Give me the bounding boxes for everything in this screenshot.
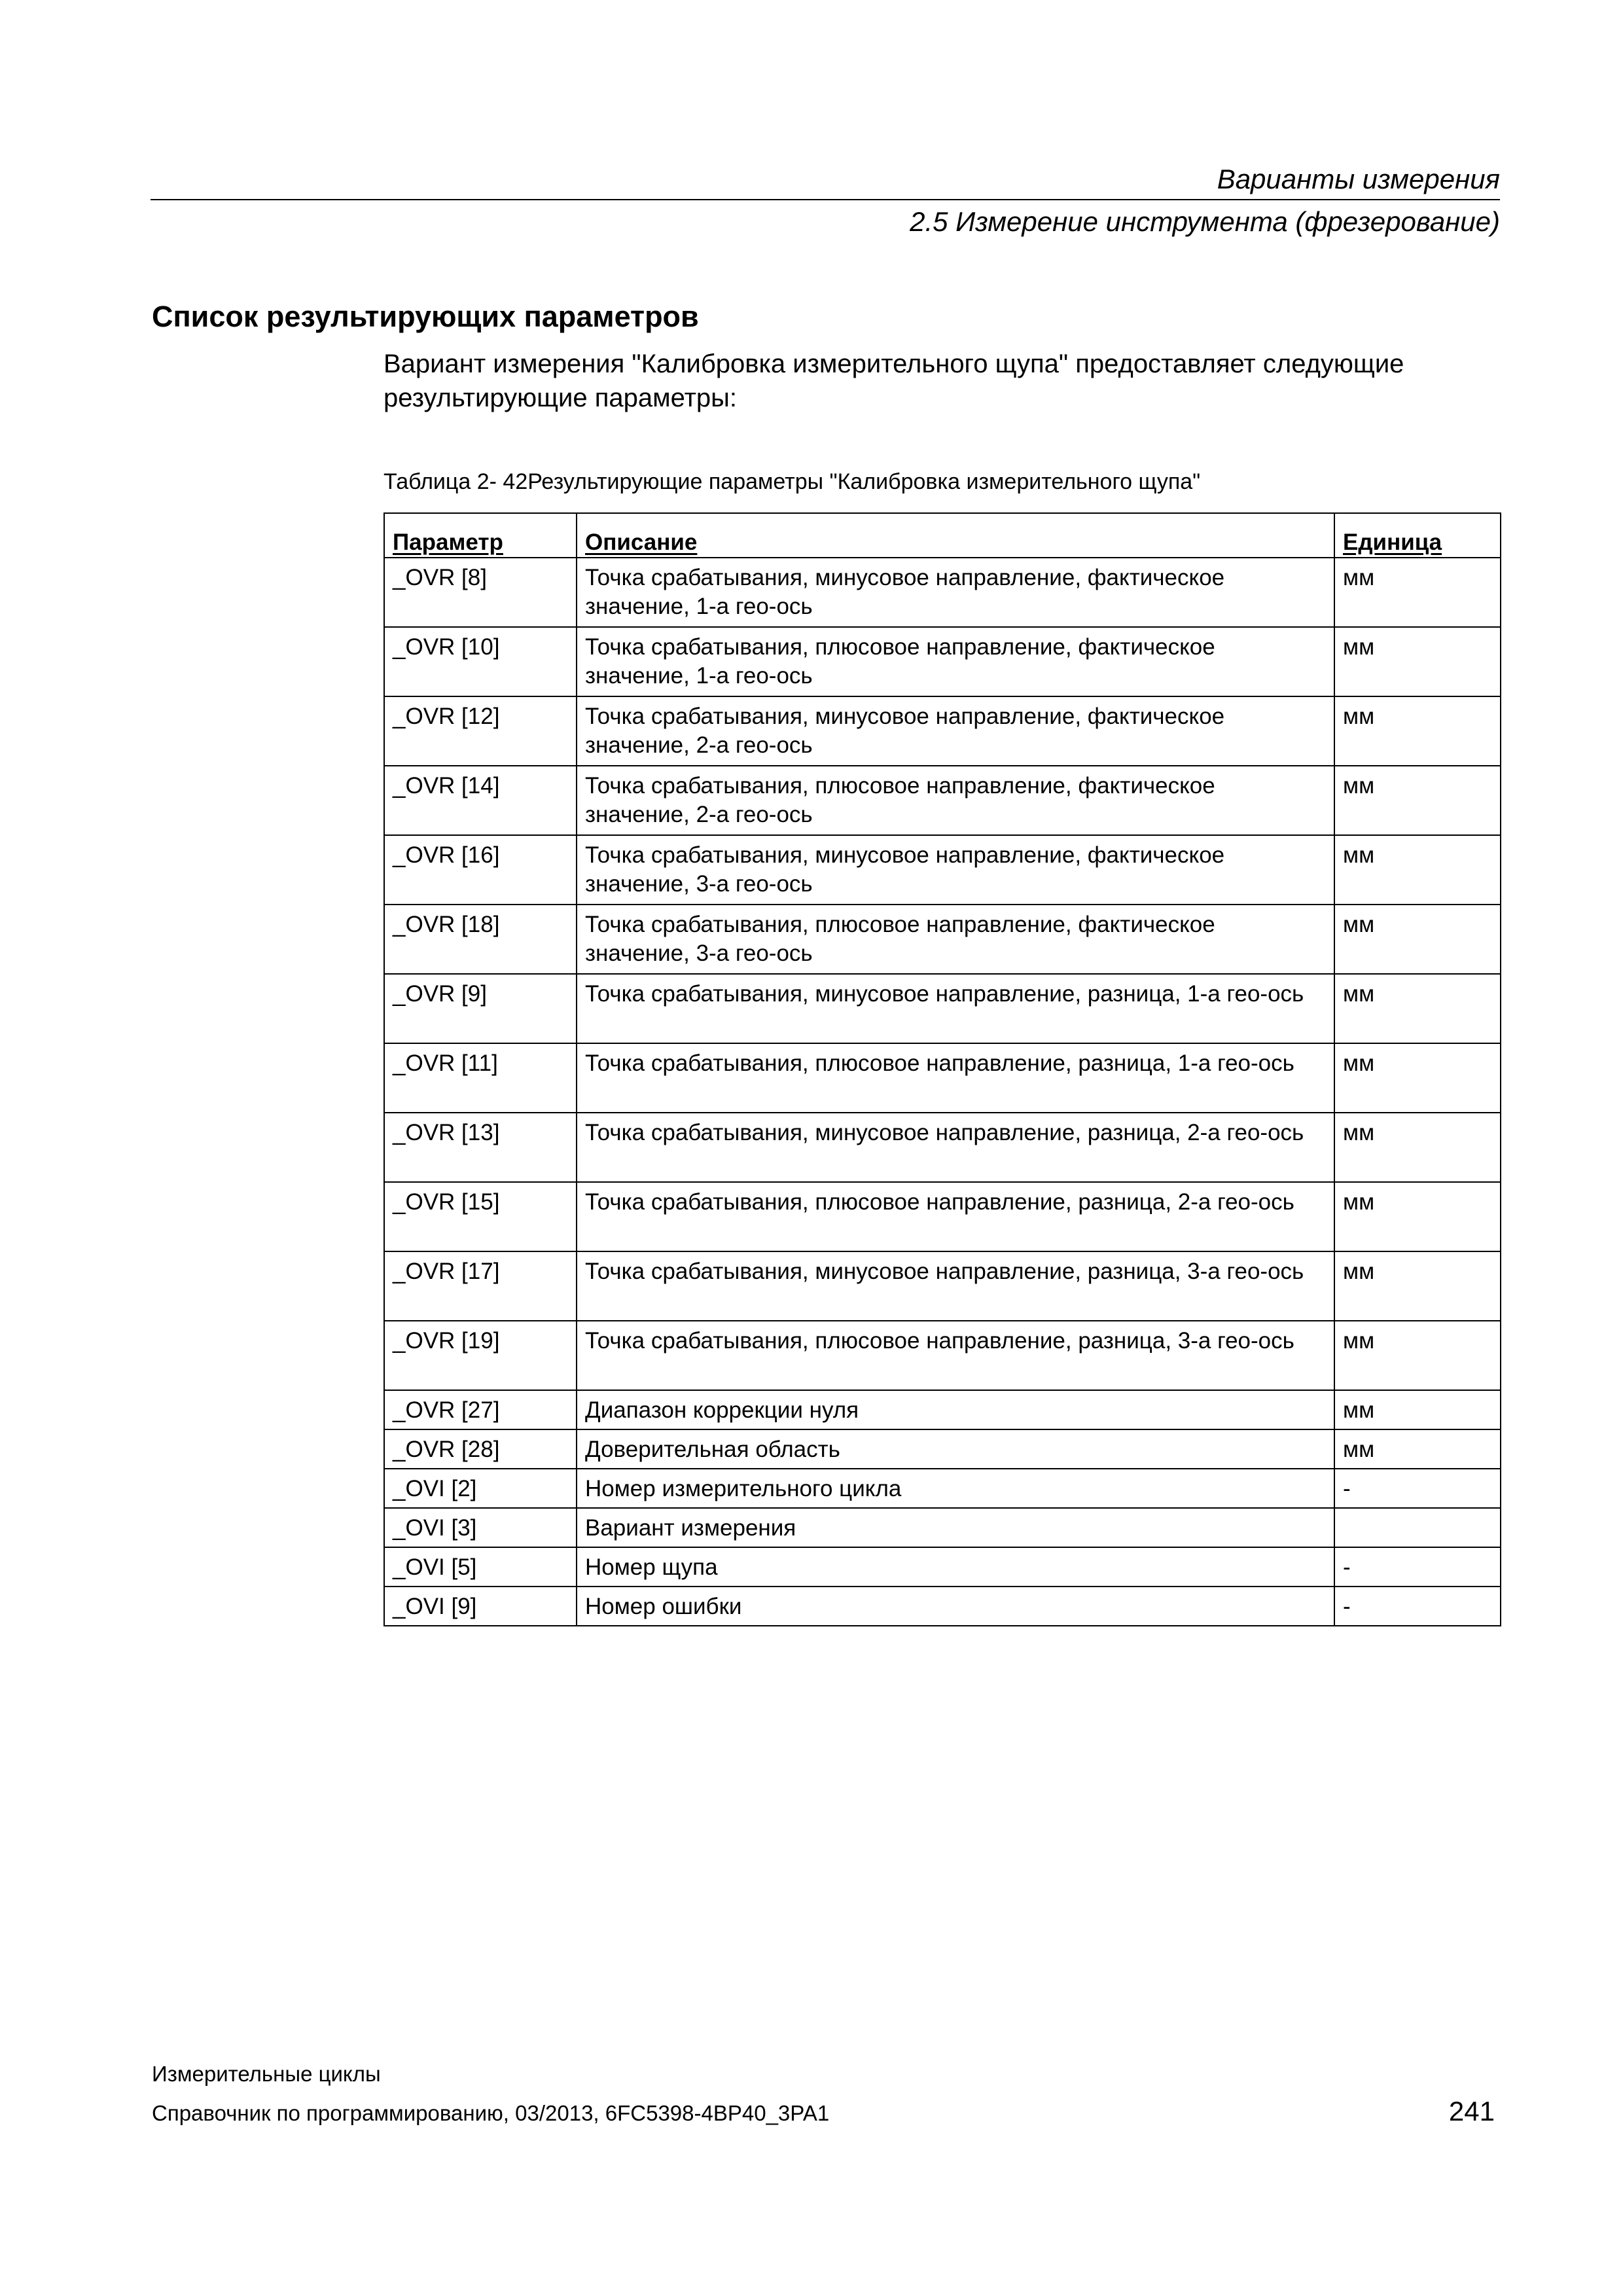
table-row [384, 905, 1501, 974]
table-row [384, 1113, 1501, 1182]
cell-parameter: _OVR [27] [384, 1390, 577, 1429]
table-row [384, 1547, 1501, 1587]
cell-unit: мм [1334, 1321, 1501, 1390]
table-row [384, 627, 1501, 696]
cell-parameter: _OVR [28] [384, 1429, 577, 1469]
table-row [384, 1429, 1501, 1469]
page-number: 241 [1448, 2096, 1495, 2126]
cell-description: Диапазон коррекции нуля [577, 1390, 1334, 1429]
cell-unit: - [1334, 1587, 1501, 1626]
result-parameters-table [383, 512, 1501, 1626]
intro-paragraph: Вариант измерения "Калибровка измерительного щупа" предоставляет следующие результирующие параметры: [383, 350, 1404, 412]
cell-parameter: _OVR [15] [384, 1182, 577, 1251]
cell-description: Точка срабатывания, минусовое направление, разница, 1-а гео-ось [577, 974, 1334, 1043]
cell-unit: мм [1334, 974, 1501, 1043]
column-header-description-label: Описание [585, 529, 698, 555]
cell-description: Точка срабатывания, минусовое направление, фактическое значение, 1-а гео-ось [577, 558, 1334, 627]
cell-unit: - [1334, 1469, 1501, 1508]
cell-parameter: _OVR [17] [384, 1251, 577, 1321]
cell-description: Вариант измерения [577, 1508, 1334, 1547]
cell-unit: мм [1334, 766, 1501, 835]
cell-unit: мм [1334, 1390, 1501, 1429]
cell-description: Точка срабатывания, плюсовое направление, фактическое значение, 3-а гео-ось [577, 905, 1334, 974]
cell-parameter: _OVI [9] [384, 1587, 577, 1626]
cell-description: Доверительная область [577, 1429, 1334, 1469]
cell-parameter: _OVR [11] [384, 1043, 577, 1113]
table-caption: Таблица 2- 42Результирующие параметры "Калибровка измерительного щупа" [383, 469, 1201, 494]
cell-parameter: _OVR [9] [384, 974, 577, 1043]
cell-unit: мм [1334, 696, 1501, 766]
cell-description: Точка срабатывания, плюсовое направление, разница, 1-а гео-ось [577, 1043, 1334, 1113]
table-row [384, 1390, 1501, 1429]
column-header-parameter-label: Параметр [393, 529, 503, 555]
cell-parameter: _OVR [19] [384, 1321, 577, 1390]
table-row [384, 974, 1501, 1043]
cell-parameter: _OVI [5] [384, 1547, 577, 1587]
cell-parameter: _OVR [8] [384, 558, 577, 627]
cell-description: Точка срабатывания, плюсовое направление, разница, 2-а гео-ось [577, 1182, 1334, 1251]
table-row [384, 696, 1501, 766]
cell-description: Точка срабатывания, плюсовое направление, фактическое значение, 2-а гео-ось [577, 766, 1334, 835]
cell-description: Точка срабатывания, минусовое направление, разница, 3-а гео-ось [577, 1251, 1334, 1321]
cell-parameter: _OVR [13] [384, 1113, 577, 1182]
cell-parameter: _OVR [18] [384, 905, 577, 974]
cell-description: Точка срабатывания, минусовое направление, фактическое значение, 2-а гео-ось [577, 696, 1334, 766]
column-header-parameter [384, 513, 577, 558]
table-row [384, 1508, 1501, 1547]
cell-unit [1334, 1508, 1501, 1547]
cell-description: Точка срабатывания, плюсовое направление, фактическое значение, 1-а гео-ось [577, 627, 1334, 696]
cell-description: Точка срабатывания, минусовое направление, фактическое значение, 3-а гео-ось [577, 835, 1334, 905]
section-heading: Список результирующих параметров [152, 300, 699, 333]
column-header-unit-label: Единица [1343, 529, 1442, 555]
cell-unit: мм [1334, 1113, 1501, 1182]
cell-unit: мм [1334, 1429, 1501, 1469]
table-row [384, 835, 1501, 905]
table-row [384, 1043, 1501, 1113]
running-header-subtitle: 2.5 Измерение инструмента (фрезерование) [910, 206, 1500, 237]
table-row [384, 1251, 1501, 1321]
cell-unit: мм [1334, 835, 1501, 905]
header-divider [151, 199, 1500, 200]
cell-parameter: _OVR [16] [384, 835, 577, 905]
cell-description: Точка срабатывания, минусовое направление, разница, 2-а гео-ось [577, 1113, 1334, 1182]
table-header-row [384, 513, 1501, 558]
cell-parameter: _OVI [3] [384, 1508, 577, 1547]
cell-unit: мм [1334, 1043, 1501, 1113]
table-row [384, 1321, 1501, 1390]
column-header-unit [1334, 513, 1501, 558]
table-row [384, 1587, 1501, 1626]
cell-unit: мм [1334, 627, 1501, 696]
cell-description: Номер ошибки [577, 1587, 1334, 1626]
cell-unit: - [1334, 1547, 1501, 1587]
cell-description: Точка срабатывания, плюсовое направление, разница, 3-а гео-ось [577, 1321, 1334, 1390]
table-row [384, 1469, 1501, 1508]
cell-parameter: _OVR [12] [384, 696, 577, 766]
cell-description: Номер щупа [577, 1547, 1334, 1587]
cell-unit: мм [1334, 1182, 1501, 1251]
table-row [384, 1182, 1501, 1251]
cell-parameter: _OVR [10] [384, 627, 577, 696]
cell-description: Номер измерительного цикла [577, 1469, 1334, 1508]
cell-unit: мм [1334, 905, 1501, 974]
column-header-description [577, 513, 1334, 558]
cell-parameter: _OVI [2] [384, 1469, 577, 1508]
cell-unit: мм [1334, 558, 1501, 627]
table-row [384, 558, 1501, 627]
footer-document-info: Справочник по программированию, 03/2013, 6FC5398-4BP40_3PA1 [152, 2101, 830, 2125]
cell-parameter: _OVR [14] [384, 766, 577, 835]
footer-document-title: Измерительные циклы [152, 2062, 381, 2086]
table-row [384, 766, 1501, 835]
cell-unit: мм [1334, 1251, 1501, 1321]
running-header-title: Варианты измерения [1217, 164, 1500, 194]
